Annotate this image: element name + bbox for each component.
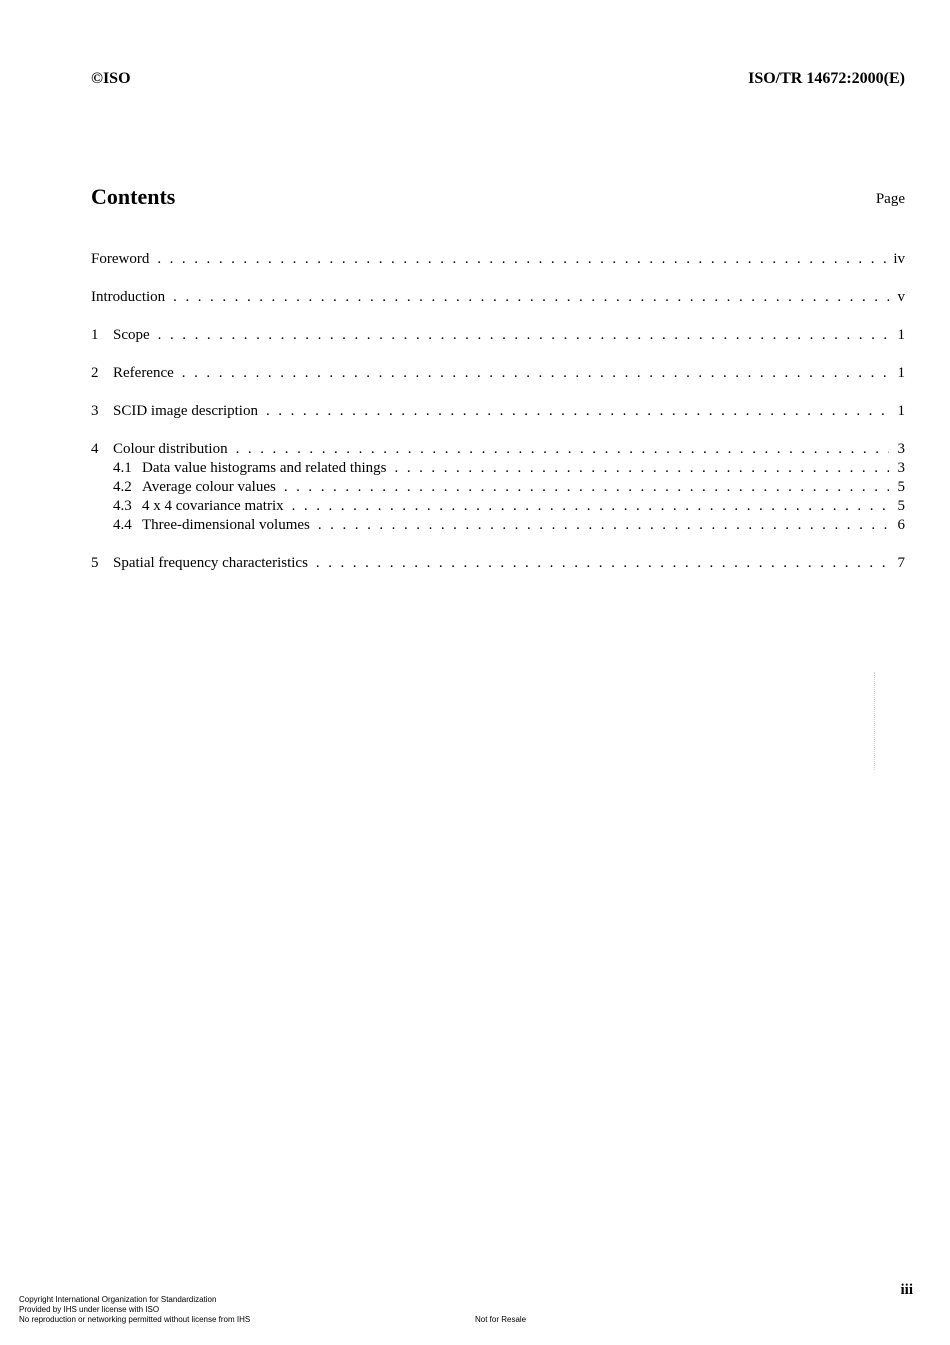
toc-entry-number: 1: [91, 327, 99, 343]
scan-artifact-mark: [874, 672, 879, 770]
toc-entry-label: Foreword: [91, 251, 150, 267]
toc-entry-page: 3: [897, 460, 905, 476]
copyright-footer: [19, 1295, 250, 1325]
toc-entry-foreword[interactable]: [91, 250, 905, 269]
toc-entry-page: iv: [893, 251, 905, 267]
toc-entry-average-colour-values[interactable]: [91, 478, 905, 497]
header-document-number: ISO/TR 14672:2000(E): [748, 70, 905, 87]
toc-entry-page: 3: [897, 441, 905, 457]
toc-leader-dots: [182, 364, 889, 383]
toc-entry-colour-distribution[interactable]: [91, 440, 905, 459]
toc-entry-page: 1: [897, 327, 905, 343]
table-of-contents: [91, 250, 905, 573]
toc-entry-page: v: [897, 289, 905, 305]
toc-leader-dots: [284, 478, 889, 497]
toc-entry-page: 7: [897, 555, 905, 571]
header-copyright: ©ISO: [91, 70, 131, 87]
toc-entry-label: Three-dimensional volumes: [142, 517, 310, 533]
toc-leader-dots: [266, 402, 889, 421]
toc-entry-label: Spatial frequency characteristics: [113, 555, 308, 571]
page-title: Contents: [91, 184, 176, 209]
toc-entry-label: Average colour values: [142, 479, 276, 495]
toc-leader-dots: [395, 459, 889, 478]
toc-entry-label: Reference: [113, 365, 174, 381]
toc-entry-label: 4 x 4 covariance matrix: [142, 498, 284, 514]
toc-entry-label: Colour distribution: [113, 441, 228, 457]
toc-entry-number: 4: [91, 441, 99, 457]
toc-entry-reference[interactable]: [91, 364, 905, 383]
toc-leader-dots: [236, 440, 889, 459]
toc-entry-data-value-histograms[interactable]: [91, 459, 905, 478]
toc-entry-covariance-matrix[interactable]: [91, 497, 905, 516]
toc-leader-dots: [173, 288, 889, 307]
toc-entry-page: 1: [897, 365, 905, 381]
toc-leader-dots: [316, 554, 889, 573]
toc-entry-page: 5: [897, 479, 905, 495]
footer-reproduction-line: No reproduction or networking permitted without license from IHS: [19, 1315, 251, 1324]
toc-entry-label: Data value histograms and related things: [142, 460, 387, 476]
toc-entry-number: 3: [91, 403, 99, 419]
toc-entry-scope[interactable]: [91, 326, 905, 345]
footer-license-line: Provided by IHS under license with ISO: [19, 1305, 160, 1314]
toc-leader-dots: [318, 516, 889, 535]
toc-entry-page: 6: [897, 517, 905, 533]
toc-entry-page: 5: [897, 498, 905, 514]
toc-entry-label: SCID image description: [113, 403, 258, 419]
toc-entry-number: 2: [91, 365, 99, 381]
toc-entry-number: 4.3: [113, 498, 132, 514]
toc-entry-page: 1: [897, 403, 905, 419]
toc-entry-number: 4.2: [113, 479, 132, 495]
toc-leader-dots: [158, 326, 889, 345]
toc-entry-number: 5: [91, 555, 99, 571]
footer-not-for-resale: Not for Resale: [475, 1315, 527, 1324]
page-column-label: Page: [875, 191, 905, 207]
toc-entry-label: Scope: [113, 327, 150, 343]
toc-entry-number: 4.4: [113, 517, 132, 533]
toc-entry-scid-image-description[interactable]: [91, 402, 905, 421]
toc-entry-number: 4.1: [113, 460, 132, 476]
toc-entry-three-dimensional-volumes[interactable]: [91, 516, 905, 535]
footer-copyright-line: Copyright International Organization for Standardization: [19, 1295, 217, 1304]
toc-leader-dots: [157, 250, 887, 269]
toc-leader-dots: [292, 497, 889, 516]
page-number: iii: [900, 1282, 913, 1298]
toc-entry-label: Introduction: [91, 289, 166, 305]
toc-entry-spatial-frequency[interactable]: [91, 554, 905, 573]
toc-entry-introduction[interactable]: [91, 288, 905, 307]
